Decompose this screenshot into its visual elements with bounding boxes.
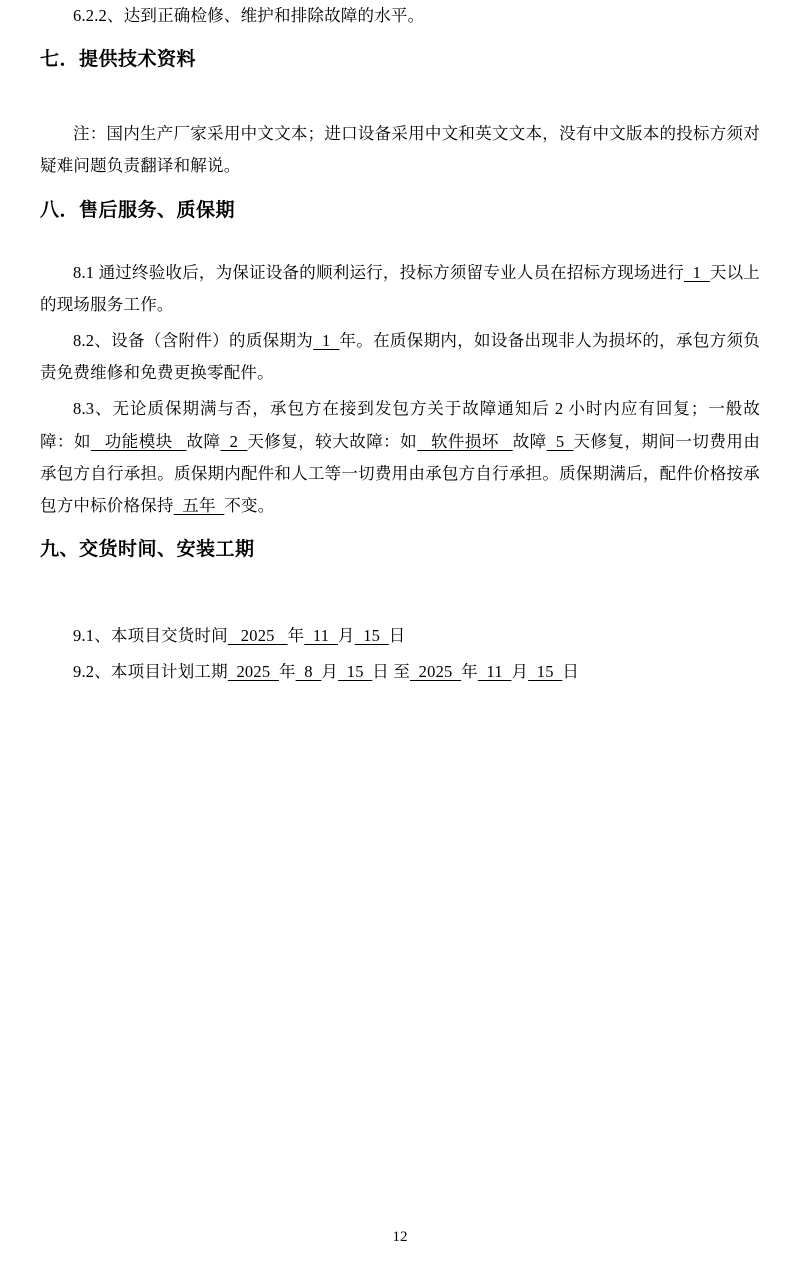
clause-8-1-text-1: 8.1 通过终验收后，为保证设备的顺利运行，投标方须留专业人员在招标方现场进行 — [73, 262, 684, 282]
clause-9-1 — [40, 620, 760, 652]
clause-9-2-text-5: 年 — [461, 662, 478, 682]
clause-8-3-blank-major-days: 5 — [546, 431, 574, 451]
clause-8-2 — [40, 325, 760, 389]
clause-8-3-text-6: 不变。 — [224, 495, 275, 515]
clause-8-2-blank-warranty-years: 1 — [313, 331, 340, 351]
clause-9-1-blank-day: 15 — [354, 626, 389, 646]
clause-9-2-blank-end-year: 2025 — [410, 662, 462, 682]
clause-8-3 — [40, 393, 760, 522]
clause-9-1-blank-month: 11 — [304, 626, 338, 646]
clause-8-3-blank-price-hold: 五年 — [173, 495, 225, 515]
clause-9-1-text-2: 年 — [287, 626, 305, 646]
clause-9-2-blank-start-year: 2025 — [227, 662, 279, 682]
spacer — [40, 235, 760, 257]
heading-section-9: 九、交货时间、安装工期 — [40, 539, 255, 561]
heading-section-7: 七．提供技术资料 — [40, 49, 197, 71]
clause-6-2-2: 6.2.2、达到正确检修、维护和排除故障的水平。 — [73, 6, 425, 25]
clause-8-1-text-2: 天以上的现场服务工作。 — [40, 262, 760, 314]
clause-9-2-blank-start-day: 15 — [338, 662, 373, 682]
clause-9-1-text-3: 月 — [337, 626, 355, 646]
clause-9-2-blank-end-month: 11 — [477, 662, 512, 682]
clause-8-3-text-1: 8.3、无论质保期满与否，承包方在接到发包方关于故障通知后 2 小时内应有回复；一般故障：如 — [40, 399, 760, 451]
clause-8-1-blank-service-days: 1 — [683, 262, 710, 282]
clause-8-3-blank-major-fault: 软件损坏 — [417, 431, 513, 451]
clause-9-2-text-6: 月 — [511, 662, 529, 682]
spacer — [40, 84, 760, 118]
clause-9-2-blank-end-day: 15 — [528, 662, 563, 682]
clause-9-1-blank-year: 2025 — [227, 626, 288, 646]
clause-9-1-text-1: 9.1、本项目交货时间 — [73, 626, 228, 646]
clause-9-2 — [40, 656, 760, 688]
note-technical-docs: 注：国内生产厂家采用中文文本；进口设备采用中文和英文文本，没有中文版本的投标方须对疑难问题负责翻译和解说。 — [40, 124, 760, 176]
clause-9-1-text-4: 日 — [388, 626, 406, 646]
clause-9-2-blank-start-month: 8 — [295, 662, 322, 682]
clause-8-3-text-2: 故障 — [186, 431, 221, 451]
clause-8-3-blank-minor-fault: 功能模块 — [90, 431, 187, 451]
clause-9-2-text-1: 9.2、本项目计划工期 — [73, 662, 228, 682]
clause-9-2-text-3: 月 — [321, 662, 339, 682]
clause-8-3-text-3: 天修复，较大故障：如 — [247, 431, 418, 451]
clause-8-3-text-5: 天修复，期间一切费用由承包方自行承担。质保期内配件和人工等一切费用由承包方自行承担。质保期满后，配件价格按承包方中标价格保持 — [40, 431, 761, 515]
page-number: 12 — [392, 1229, 408, 1245]
clause-8-2-text-1: 8.2、设备（含附件）的质保期为 — [73, 331, 314, 351]
heading-section-8: 八．售后服务、质保期 — [40, 199, 236, 221]
spacer — [40, 574, 760, 620]
clause-8-3-text-4: 故障 — [512, 431, 547, 451]
clause-9-2-text-7: 日 — [562, 662, 580, 682]
clause-8-2-text-2: 年。在质保期内，如设备出现非人为损坏的，承包方须负责免费维修和免费更换零配件。 — [40, 331, 761, 383]
clause-8-3-blank-minor-days: 2 — [220, 431, 248, 451]
clause-9-2-text-2: 年 — [278, 662, 296, 682]
clause-8-1 — [40, 257, 760, 321]
clause-9-2-text-4: 日 至 — [372, 662, 411, 682]
